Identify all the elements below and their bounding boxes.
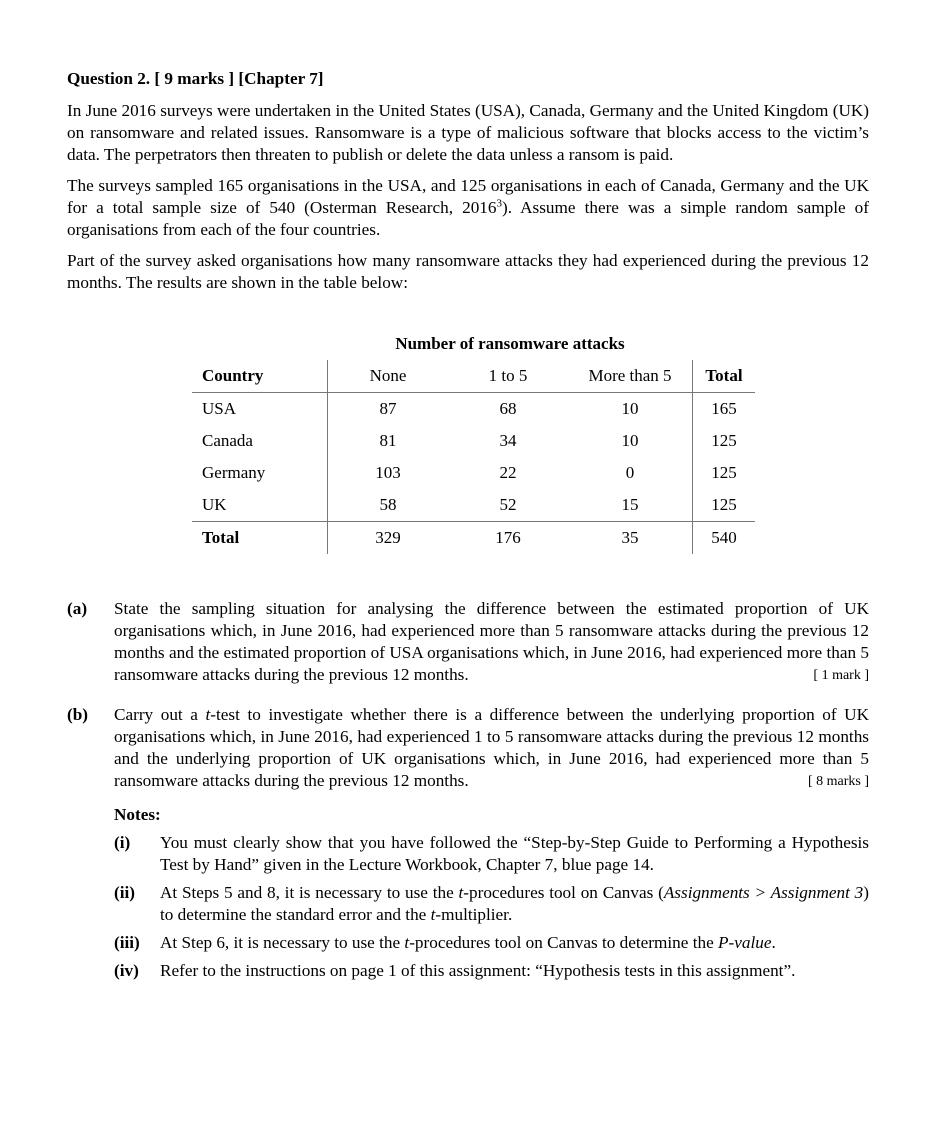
- t-symbol: t: [458, 883, 464, 902]
- p-value-term: P-value: [718, 933, 772, 952]
- t-symbol: t: [404, 933, 410, 952]
- note-ii-text-2: -procedures tool on Canvas (: [463, 883, 664, 902]
- intro-paragraph-3: Part of the survey asked organisations how many ransomware attacks they had experienced during the previous 12 months. The results are shown in the table below:: [67, 251, 869, 292]
- table-row: UK 58 52 15 125: [192, 489, 755, 522]
- header-more-than-5: More than 5: [568, 360, 693, 393]
- header-1-to-5: 1 to 5: [448, 360, 568, 393]
- note-ii-text-4: -multiplier.: [435, 905, 513, 924]
- note-i-label: (i): [114, 833, 131, 852]
- note-i-text: You must clearly show that you have followed the “Step-by-Step Guide to Performing a Hypothesis Test by Hand” given in the Lecture Workbook, Chapter 7, blue page 14.: [160, 833, 869, 874]
- note-iii: [67, 932, 869, 954]
- notes-title: Notes:: [114, 805, 161, 824]
- note-i: [67, 832, 869, 876]
- document-page: [67, 68, 869, 988]
- part-a: [67, 598, 869, 686]
- table-total-row: Total 329 176 35 540: [192, 522, 755, 555]
- intro-p2-text-end: ). Assume there was a simple random sample of organisations from each of the four countries.: [67, 198, 870, 239]
- part-b-text: Carry out a: [114, 705, 206, 724]
- table-row: USA 87 68 10 165: [192, 393, 755, 426]
- note-iv-text: Refer to the instructions on page 1 of this assignment: “Hypothesis tests in this assignment”.: [160, 961, 796, 980]
- table-row: Canada 81 34 10 125: [192, 425, 755, 457]
- part-b: [67, 704, 869, 792]
- note-ii-text-3: ) to determine the standard error and the: [160, 883, 869, 924]
- note-iii-label: (iii): [114, 933, 140, 952]
- part-b-marks: [ 8 marks ]: [807, 774, 869, 789]
- ransomware-table: [192, 328, 755, 554]
- ransomware-table-wrap: [67, 328, 869, 598]
- part-b-label: (b): [67, 705, 89, 724]
- intro-paragraph-1: In June 2016 surveys were undertaken in the United States (USA), Canada, Germany and the United Kingdom (UK) on ransomware and related issues. Ransomware is a type of malicious software that blocks access to the victim’s data. The perpetrators then threaten to publish or delete the data unless a ransom is paid.: [67, 101, 869, 164]
- part-a-label: (a): [67, 599, 88, 618]
- part-a-marks: [ 1 mark ]: [813, 668, 869, 683]
- part-b-text-end: -test to investigate whether there is a difference between the underlying proportion of UK organisations which, in June 2016, had experienced 1 to 5 ransomware attacks during the previous 12 months and the underlying proportion of UK organisations which, in June 2016, had experienced more than 5 ransomware attacks during the previous 12 months.: [114, 705, 869, 790]
- note-iii-text-3: .: [771, 933, 776, 952]
- t-symbol: t: [430, 905, 436, 924]
- table-row: Germany 103 22 0 125: [192, 457, 755, 489]
- header-total: Total: [693, 360, 756, 393]
- note-iv-label: (iv): [114, 961, 139, 980]
- table-caption: Number of ransomware attacks: [395, 334, 625, 353]
- question-heading: Question 2. [ 9 marks ] [Chapter 7]: [67, 69, 324, 88]
- header-none: None: [328, 360, 449, 393]
- footnote-ref: 3: [496, 197, 502, 210]
- note-ii-text: At Steps 5 and 8, it is necessary to use the: [160, 883, 459, 902]
- note-ii: [67, 882, 869, 926]
- canvas-path: Assignments > Assignment 3: [663, 883, 864, 902]
- intro-p2-text: The surveys sampled 165 organisations in the USA, and 125 organisations in each of Canada, Germany and the UK for a total sample size of 540 (Osterman Research, 2016: [67, 176, 869, 217]
- note-iii-text-2: -procedures tool on Canvas to determine the: [409, 933, 718, 952]
- intro-paragraph-2: [67, 175, 869, 241]
- t-symbol: t: [205, 705, 211, 724]
- note-iii-text: At Step 6, it is necessary to use the: [160, 933, 405, 952]
- note-iv: [67, 960, 869, 982]
- part-a-text: State the sampling situation for analysing the difference between the estimated proportion of UK organisations which, in June 2016, had experienced more than 5 ransomware attacks during the previous 12 months and the estimated proportion of USA organisations which, in June 2016, had experienced more than 5 ransomware attacks during the previous 12 months.: [114, 599, 869, 684]
- header-country: Country: [192, 360, 328, 393]
- note-ii-label: (ii): [114, 883, 135, 902]
